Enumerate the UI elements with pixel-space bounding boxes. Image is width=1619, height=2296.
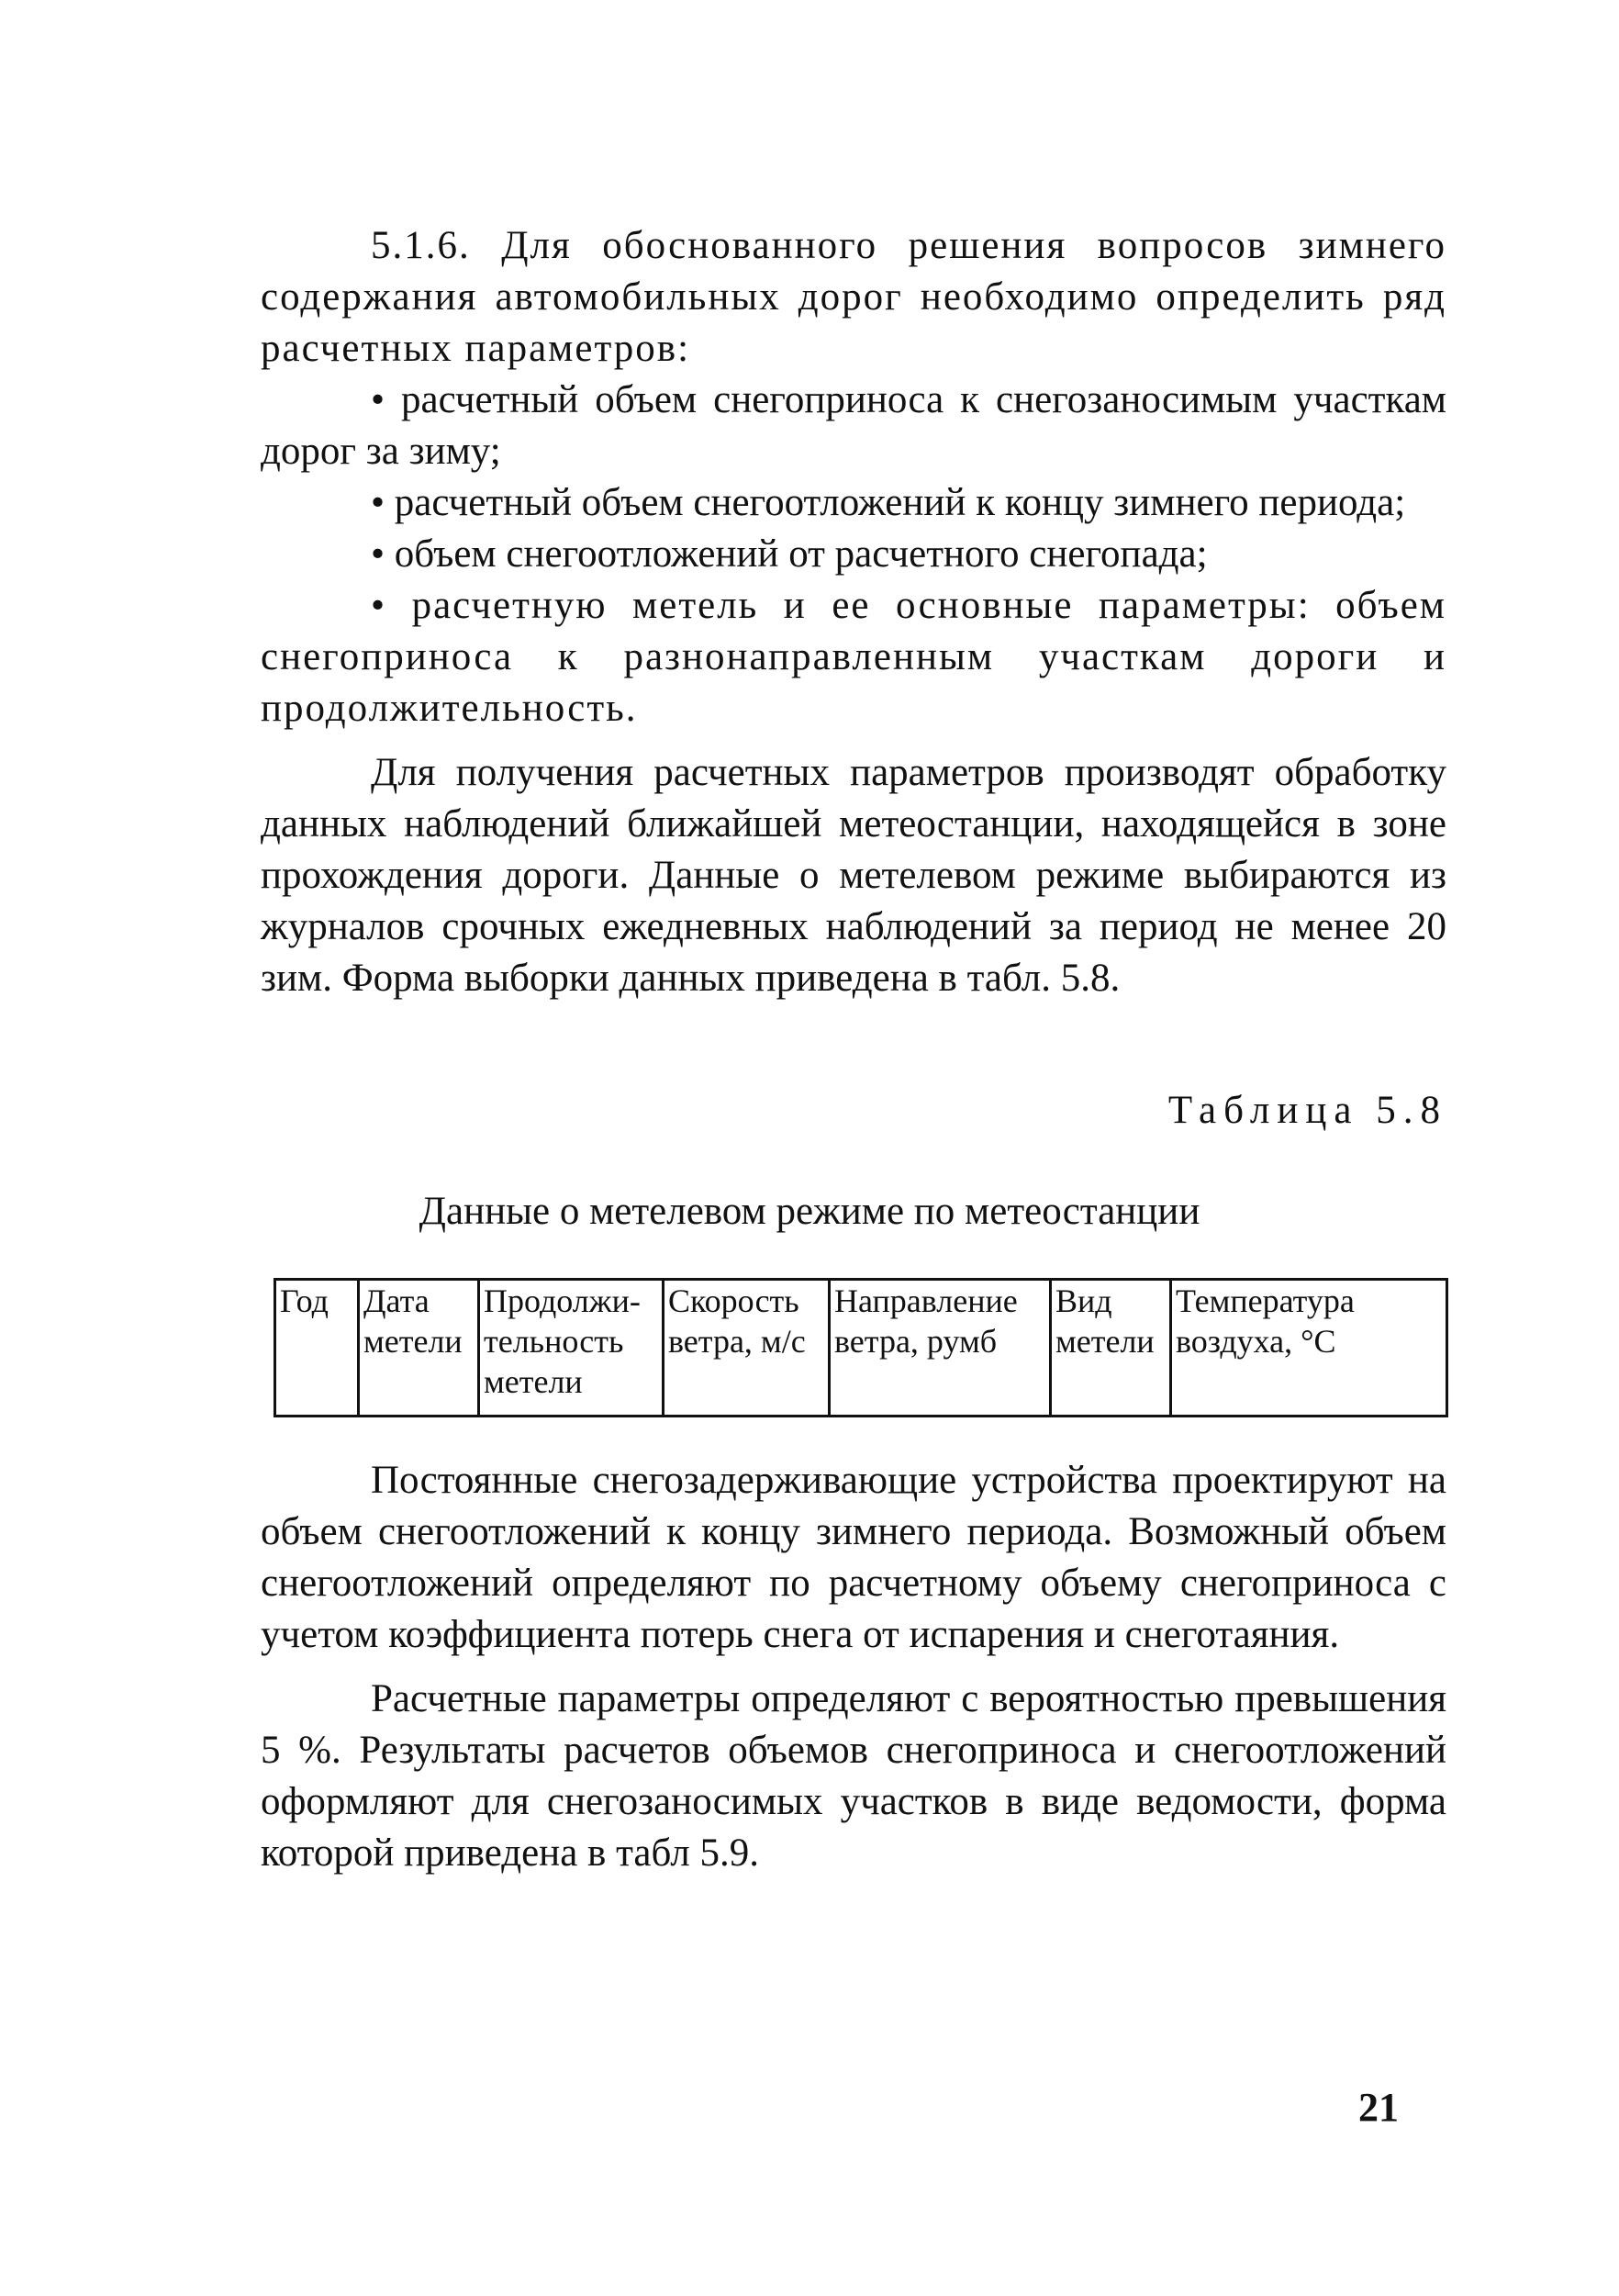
bullet-item-4: • расчетную метель и ее основные параметры: объем снегоприноса к разнонаправленным участкам дороги и продолжительность. — [261, 584, 1446, 730]
outro-section — [261, 1455, 1446, 1879]
header-wind-speed: Скорость ветра, м/с — [664, 1280, 830, 1417]
design-paragraph: Постоянные снегозадерживающие устройства проектируют на объем снегоотложений к концу зимнего периода. Возможный объем снегоотложений определяют по расчетному объему снегоприноса с учетом коэффициента потерь снега от испарения и снеготаяния. — [261, 1459, 1446, 1656]
header-temperature: Температура воздуха, °С — [1171, 1280, 1447, 1417]
bullet-item-1: • расчетный объем снегоприноса к снегозаносимым участкам дорог за зиму; — [261, 378, 1446, 473]
intro-section — [261, 220, 1446, 1004]
table-header-row — [275, 1280, 1447, 1417]
header-year: Год — [275, 1280, 359, 1417]
intro-paragraph: 5.1.6. Для обоснованного решения вопросов зимнего содержания автомобильных дорог необходимо определить ряд расчетных параметров: — [261, 224, 1446, 370]
header-date: Дата метели — [359, 1280, 479, 1417]
header-type: Вид метели — [1051, 1280, 1171, 1417]
meteo-data-table — [274, 1278, 1448, 1417]
bullet-item-2: • расчетный объем снегоотложений к концу зимнего периода; — [371, 481, 1406, 524]
header-wind-direction: Направление ветра, румб — [830, 1280, 1051, 1417]
table-number-label: Таблица 5.8 — [1167, 1089, 1447, 1132]
parameters-paragraph: Расчетные параметры определяют с вероятностью превышения 5 %. Результаты расчетов объемов снегоприноса и снегоотложений оформляют для снегозаносимых участков в виде ведомости, форма которой приведена в табл 5.9. — [261, 1677, 1446, 1875]
bullet-item-3: • объем снегоотложений от расчетного снегопада; — [371, 532, 1208, 576]
page-number: 21 — [1358, 2085, 1399, 2130]
method-paragraph: Для получения расчетных параметров производят обработку данных наблюдений ближайшей метеостанции, находящейся в зоне прохождения дороги. Данные о метелевом режиме выбираются из журналов срочных ежедневных наблюдений за период не менее 20 зим. Форма выборки данных приведена в табл. 5.8. — [261, 751, 1446, 1000]
header-duration: Продолжи-тельность метели — [479, 1280, 664, 1417]
table-title: Данные о метелевом режиме по метеостанции — [419, 1190, 1200, 1233]
